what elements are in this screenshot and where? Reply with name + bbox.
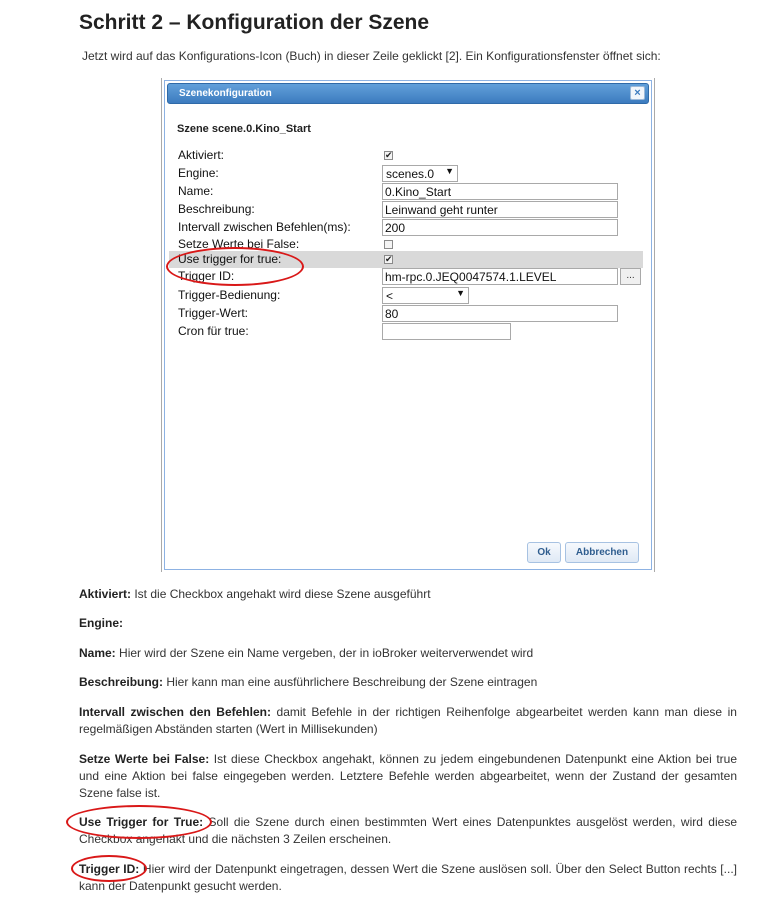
label-intervall: Intervall zwischen Befehlen(ms): bbox=[178, 220, 351, 234]
row-aktiviert bbox=[169, 147, 643, 164]
desc-setze-werte bbox=[79, 751, 737, 802]
dialog-title: Szenekonfiguration bbox=[179, 88, 272, 99]
term-engine: Engine: bbox=[79, 616, 123, 630]
desc-engine bbox=[79, 615, 737, 632]
label-cron: Cron für true: bbox=[178, 324, 249, 338]
term-beschreibung: Beschreibung: bbox=[79, 675, 164, 689]
term-intervall: Intervall zwischen den Befehlen: bbox=[79, 705, 271, 719]
text-name: Hier wird der Szene ein Name vergeben, der in ioBroker weiterverwendet wird bbox=[115, 646, 534, 660]
intervall-input[interactable]: 200 bbox=[382, 219, 618, 236]
row-cron bbox=[169, 323, 643, 340]
label-aktiviert: Aktiviert: bbox=[178, 148, 225, 162]
close-icon[interactable]: × bbox=[630, 86, 645, 100]
text-intervall: damit Befehle in der richtigen Reihenfolge abgearbeitet werden kann man diese in regelmäßigen Abständen starten (Wert in Millisekunden) bbox=[79, 705, 737, 736]
row-intervall bbox=[169, 219, 643, 236]
page-title: Schritt 2 – Konfiguration der Szene bbox=[79, 11, 430, 34]
term-name: Name: bbox=[79, 646, 116, 660]
checkbox-aktiviert[interactable]: ✔ bbox=[385, 150, 393, 160]
annotation-oval-trigger-id bbox=[71, 855, 147, 882]
desc-beschreibung bbox=[79, 674, 737, 691]
trigger-id-input[interactable]: hm-rpc.0.JEQ0047574.1.LEVEL bbox=[382, 268, 618, 285]
term-setze-werte: Setze Werte bei False: bbox=[79, 752, 210, 766]
term-use-trigger: Use Trigger for True: bbox=[79, 815, 204, 829]
label-trigger-wert: Trigger-Wert: bbox=[178, 306, 249, 320]
annotation-oval-use-trigger bbox=[66, 805, 212, 839]
ok-button[interactable]: Ok bbox=[527, 542, 561, 563]
text-trigger-id: Hier wird der Datenpunkt eingetragen, dessen Wert die Szene auslösen soll. Über den Select Button rechts [...] kann der Datenpunkt gesucht werden. bbox=[79, 862, 737, 893]
cancel-button[interactable]: Abbrechen bbox=[565, 542, 639, 563]
label-setze-werte: Setze Werte bei False: bbox=[178, 237, 300, 251]
desc-intervall bbox=[79, 704, 737, 738]
cron-input[interactable] bbox=[382, 323, 511, 340]
annotation-oval-dialog bbox=[166, 247, 304, 286]
beschreibung-input[interactable]: Leinwand geht runter bbox=[382, 201, 618, 218]
desc-name bbox=[79, 645, 737, 662]
term-aktiviert: Aktiviert: bbox=[79, 587, 132, 601]
label-engine: Engine: bbox=[178, 166, 219, 180]
trigger-bedingung-value: < bbox=[386, 289, 394, 303]
term-trigger-id: Trigger ID: bbox=[79, 862, 140, 876]
row-trigger-bedingung bbox=[169, 287, 643, 304]
text-use-trigger: Soll die Szene durch einen bestimmten Wert eines Datenpunktes ausgelöst werden, wird diese Checkbox angehakt und die nächsten 3 Zeilen erscheinen. bbox=[79, 815, 737, 846]
checkbox-use-trigger[interactable]: ✔ bbox=[385, 254, 393, 264]
row-name bbox=[169, 183, 643, 200]
row-trigger-wert bbox=[169, 305, 643, 322]
label-use-trigger: Use trigger for true: bbox=[178, 252, 282, 266]
text-setze-werte: Ist diese Checkbox angehakt, können zu jedem eingebundenen Datenpunkt eine Aktion bei true und eine Aktion bei false eingegeben werden. Letztere Befehle werden abgearbeitet, wenn der Zustand der gesamten Szene false ist. bbox=[79, 752, 737, 800]
label-name: Name: bbox=[178, 184, 214, 198]
intro-text: Jetzt wird auf das Konfigurations-Icon (Buch) in dieser Zeile geklickt [2]. Ein Konfigurationsfenster öffnet sich: bbox=[82, 49, 661, 63]
label-beschreibung: Beschreibung: bbox=[178, 202, 255, 216]
chevron-down-icon: ▼ bbox=[456, 288, 465, 298]
engine-value: scenes.0 bbox=[386, 167, 435, 181]
desc-aktiviert bbox=[79, 586, 737, 603]
select-id-button[interactable]: ... bbox=[620, 268, 641, 285]
dialog-screenshot bbox=[161, 78, 655, 572]
desc-trigger-id bbox=[79, 861, 737, 895]
trigger-wert-input[interactable]: 80 bbox=[382, 305, 618, 322]
row-engine bbox=[169, 165, 643, 182]
name-input[interactable]: 0.Kino_Start bbox=[382, 183, 618, 200]
dialog-titlebar[interactable] bbox=[167, 83, 649, 104]
row-beschreibung bbox=[169, 201, 643, 218]
scene-config-dialog bbox=[164, 80, 652, 570]
engine-select[interactable] bbox=[382, 165, 458, 182]
chevron-down-icon: ▼ bbox=[445, 166, 454, 176]
checkbox-setze-werte[interactable] bbox=[384, 240, 393, 249]
label-trigger-id: Trigger ID: bbox=[178, 269, 235, 283]
scene-name-heading: Szene scene.0.Kino_Start bbox=[177, 123, 311, 135]
text-beschreibung: Hier kann man eine ausführlichere Beschreibung der Szene eintragen bbox=[163, 675, 538, 689]
label-trigger-bedingung: Trigger-Bedienung: bbox=[178, 288, 281, 302]
text-aktiviert: Ist die Checkbox angehakt wird diese Szene ausgeführt bbox=[131, 587, 431, 601]
trigger-bedingung-select[interactable] bbox=[382, 287, 469, 304]
